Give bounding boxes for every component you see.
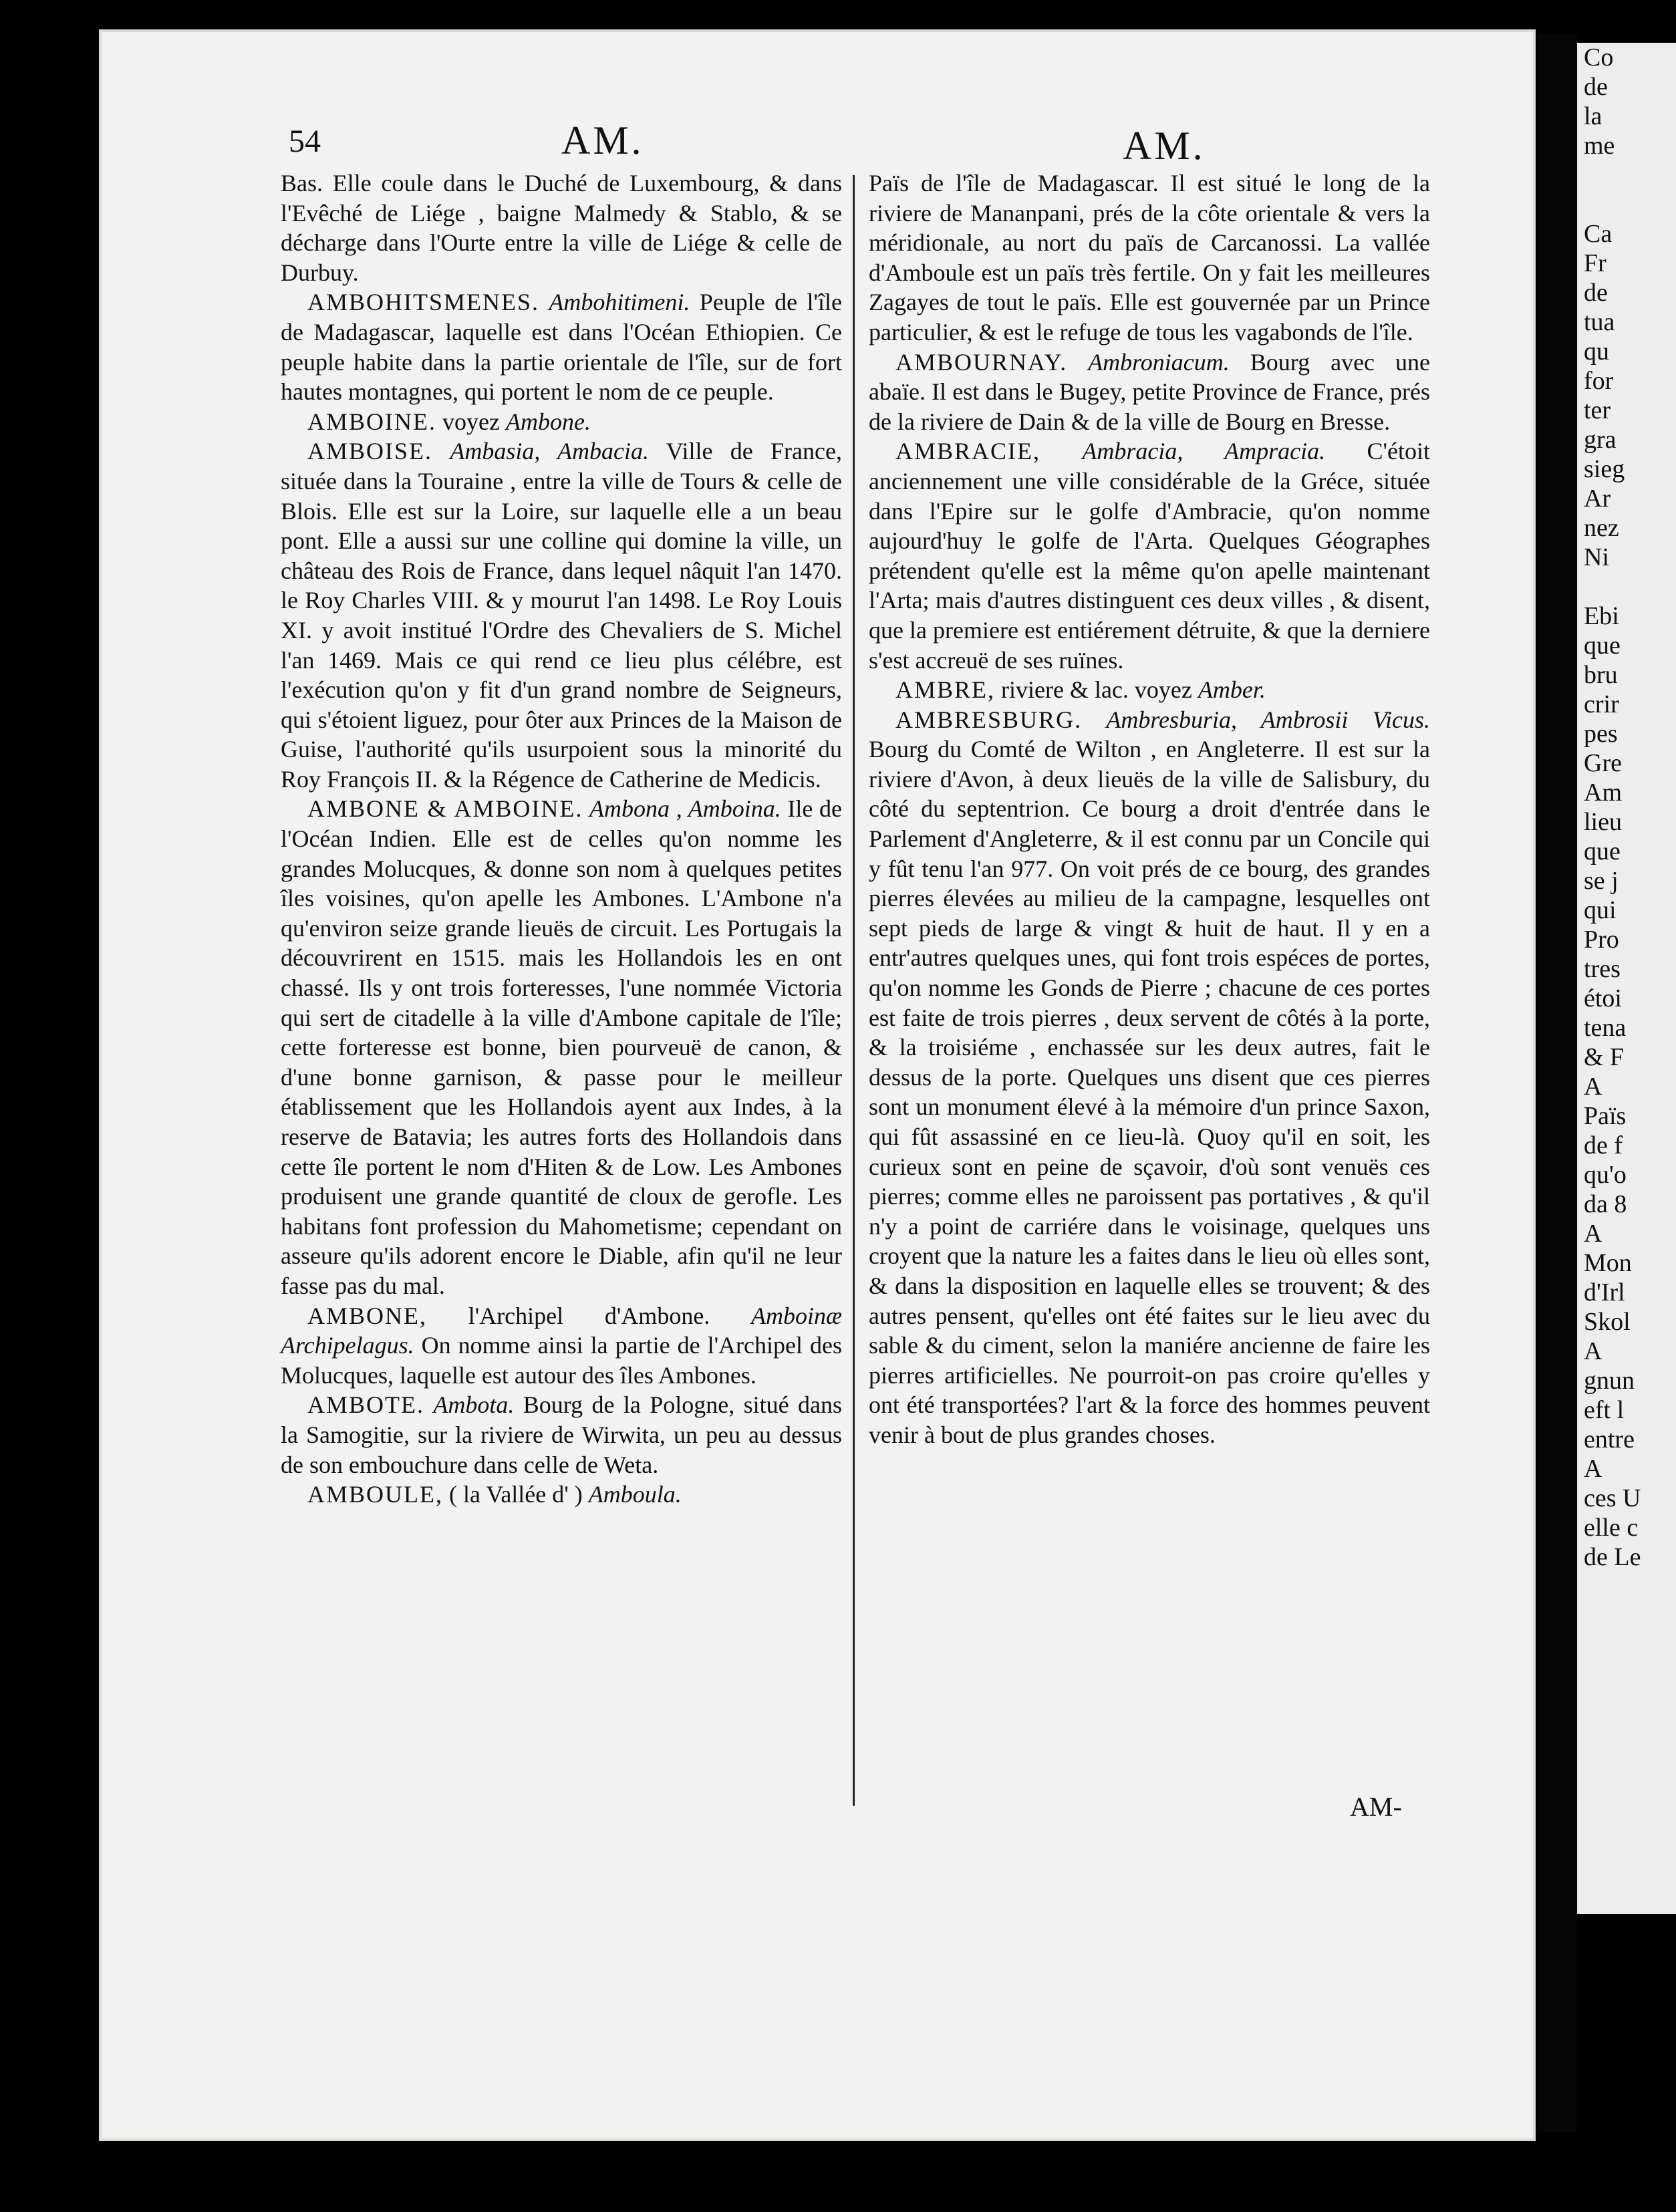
- adjacent-page-line: Païs: [1584, 1102, 1627, 1130]
- entry-latin-name: Amber.: [1198, 676, 1266, 704]
- adjacent-page-line: de Le: [1584, 1543, 1641, 1571]
- adjacent-page-line: de: [1584, 279, 1608, 307]
- dictionary-entry: [869, 168, 1430, 348]
- adjacent-page-line: se j: [1584, 867, 1619, 895]
- entry-headword: AMBONE,: [307, 1302, 428, 1329]
- entry-text: Ville de France, située dans la Touraine , entre la ville de Tours & celle de Blois. Elle est sur la Loire, sur laquelle elle a un beau pont. Elle a aussi sur une colline qui domine la ville, un château des Rois de France, dans lequel nâquit l'an 1470. le Roy Charles VIII. & y mourut l'an 1498. Le Roy Louis XI. y avoit institué l'Ordre des Chevaliers de S. Michel l'an 1469. Mais ce qui rend ce lieu plus célébre, est l'exécution qu'on y fit d'un grand nombre de Seigneurs, qui s'étoient liguez, pour ôter aux Princes de la Maison de Guise, l'authorité qu'ils usurpoient sous la minorité du Roy François II. & la Régence de Catherine de Medicis.: [281, 438, 842, 793]
- entry-text: l'Archipel d'Ambone.: [468, 1302, 710, 1329]
- adjacent-page-line: Ebi: [1584, 602, 1619, 630]
- adjacent-page-line: Am: [1584, 779, 1622, 807]
- entry-text: Bourg de la Pologne, situé dans la Samogitie, sur la riviere de Wirwita, un peu au dessus de son embouchure dans celle de Weta.: [281, 1391, 843, 1478]
- adjacent-page-line: Gre: [1584, 749, 1622, 777]
- left-column: [281, 168, 842, 1510]
- entry-latin-name: Ambracia, Ampracia.: [1082, 438, 1326, 465]
- adjacent-page-line: tua: [1584, 308, 1615, 336]
- adjacent-page-line: for: [1584, 367, 1614, 395]
- dictionary-entry: [869, 675, 1430, 705]
- adjacent-page-line: entre: [1584, 1425, 1635, 1454]
- entry-headword: AMBOISE.: [307, 438, 433, 465]
- adjacent-page-line: eft l: [1584, 1396, 1625, 1424]
- entry-text: Bas. Elle coule dans le Duché de Luxembourg, & dans l'Evêché de Liége , baigne Malmedy & Stablo, & se décharge dans l'Ourte entre la ville de Liége & celle de Durbuy.: [281, 170, 842, 286]
- adjacent-page-line: sieg: [1584, 455, 1625, 483]
- entry-text: Peuple de l'île de Madagascar, laquelle est dans l'Océan Ethiopien. Ce peuple habite dans la partie orientale de l'île, sur de fort hautes montagnes, qui portent le nom de ce peuple.: [281, 289, 842, 406]
- entry-latin-name: Ambresburia, Ambrosii Vicus.: [1106, 706, 1430, 733]
- adjacent-page-line: Fr: [1584, 249, 1607, 277]
- adjacent-page-line: A: [1584, 1220, 1602, 1248]
- adjacent-page-line: & F: [1584, 1043, 1625, 1071]
- dictionary-entry: [281, 794, 842, 1300]
- entry-headword: AMBRE,: [895, 676, 996, 704]
- entry-text: On nomme ainsi la partie de l'Archipel des Molucques, laquelle est autour des îles Ambones.: [281, 1332, 843, 1389]
- dictionary-entry: [869, 348, 1430, 437]
- adjacent-page-line: A: [1584, 1455, 1602, 1483]
- entry-text: Bourg du Comté de Wilton , en Angleterre. Il est sur la riviere d'Avon, à deux lieuës de la ville de Salisbury, du côté du septentrion. Ce bourg a droit d'entrée dans le Parlement d'Angleterre, & il est connu par un Concile qui y fût tenu l'an 977. On voit prés de ce bourg, des grandes pierres élevées au milieu de la campagne, lesquelles ont sept pieds de large & vingt & huit de haut. Il y en a entr'autres quelques unes, qui font trois espéces de portes, qu'on nomme les Gonds de Pierre ; chacune de ces portes est faite de trois pierres , deux servent de côtés à la porte, & la troisiéme , enchassée sur les deux autres, fait le dessus de la porte. Quelques uns disent que ces pierres sont un monument élevé à la mémoire d'un prince Saxon, qui fût assassiné en ce lieu-là. Quoy qu'il en soit, les curieux sont en peine de sçavoir, d'où sont venuës ces pierres; comme elles ne paroissent pas portatives , & qu'il n'y a point de carriére dans le voisinage, quelques uns croyent que la nature les a faites dans le lieu où elles sont, & dans la disposition en laquelle elles se trouvent; & des autres pensent, qu'elles ont été faites sur le lieu avec du sable & du ciment, selon la maniére ancienne de faire les pierres artificielles. Ne pourroit-on pas croire qu'elles y ont été transportées? l'art & la force des hommes peuvent venir à bout de plus grandes choses.: [869, 736, 1430, 1448]
- dictionary-entry: [281, 287, 842, 406]
- dictionary-entry: [869, 436, 1430, 675]
- entry-text: C'étoit anciennement une ville considérable de la Gréce, située dans l'Epire sur le golfe d'Ambracie, qu'on nomme aujourd'huy le golfe de l'Arta. Quelques Géographes prétendent qu'elle est la même qu'on apelle maintenant l'Arta; mais d'autres distinguent ces deux villes , & disent, que la premiere est entiérement détruite, & que la derniere s'est accreuë de ses ruïnes.: [869, 438, 1430, 674]
- adjacent-page-line: la: [1584, 102, 1602, 130]
- adjacent-page-line: Ca: [1584, 220, 1613, 248]
- adjacent-page-line: A: [1584, 1073, 1602, 1101]
- adjacent-page-line: de f: [1584, 1131, 1623, 1159]
- dictionary-entry: [281, 407, 842, 437]
- adjacent-page-line: bru: [1584, 661, 1618, 689]
- entry-headword: AMBOHITSMENES.: [307, 289, 540, 316]
- adjacent-page-line: elle c: [1584, 1514, 1639, 1542]
- adjacent-page-line: A: [1584, 1337, 1602, 1365]
- running-head-right: AM.: [1123, 124, 1206, 168]
- entry-headword: AMBOURNAY.: [895, 348, 1068, 376]
- adjacent-page-line: ces U: [1584, 1484, 1641, 1512]
- dictionary-entry: [281, 1301, 842, 1391]
- adjacent-page-line: gnun: [1584, 1367, 1635, 1395]
- entry-latin-name: Amboinæ Archipelagus.: [281, 1302, 842, 1359]
- adjacent-page-line: da 8: [1584, 1190, 1627, 1218]
- entry-headword: AMBONE & AMBOINE.: [307, 795, 583, 823]
- entry-text: ( la Vallée d' ): [449, 1481, 583, 1508]
- entry-latin-name: Ambota.: [433, 1391, 515, 1419]
- entry-latin-name: Ambasia, Ambacia.: [450, 438, 649, 465]
- adjacent-page-line: Ar: [1584, 485, 1611, 513]
- dictionary-entry: [281, 1390, 842, 1480]
- adjacent-page-line: tena: [1584, 1014, 1627, 1042]
- entry-latin-name: Ambohitimeni.: [549, 289, 690, 316]
- entry-latin-name: Ambroniacum.: [1088, 348, 1230, 376]
- adjacent-page-line: lieu: [1584, 808, 1622, 836]
- dictionary-entry: [281, 436, 842, 794]
- entry-headword: AMBOULE,: [307, 1481, 443, 1508]
- dictionary-entry: [869, 705, 1430, 1450]
- right-column: [869, 168, 1430, 1450]
- column-divider: [853, 175, 855, 1806]
- entry-text: Païs de l'île de Madagascar. Il est situé le long de la riviere de Mananpani, prés de la côte orientale & vers la méridionale, au nort du païs de Carcanossi. La vallée d'Amboule est un païs très fertile. On y fait les meilleures Zagayes de tout le païs. Elle est gouvernée par un Prince particulier, & est le refuge de tous les vagabonds de l'île.: [869, 170, 1430, 345]
- adjacent-page-line: Ni: [1584, 543, 1609, 571]
- adjacent-page-line: me: [1584, 132, 1615, 160]
- adjacent-page-line: [1577, 572, 1676, 601]
- adjacent-page-line: Skol: [1584, 1308, 1631, 1336]
- entry-latin-name: Ambone.: [505, 408, 591, 435]
- adjacent-page-line: tres: [1584, 955, 1621, 983]
- dictionary-entry: [281, 1480, 842, 1510]
- entry-headword: AMBRACIE,: [895, 438, 1041, 465]
- adjacent-page-line: Mon: [1584, 1249, 1632, 1277]
- adjacent-page-line: qu: [1584, 337, 1609, 366]
- entry-text: Ile de l'Océan Indien. Elle est de celles qu'on nomme les grandes Molucques, & donne son nom à quelques petites îles voisines, qu'on apelle les Ambones. L'Ambone n'a qu'environ seize grande lieuës de circuit. Les Portugais la découvrirent en 1515. mais les Hollandois les en ont chassé. Ils y ont trois forteresses, l'une nommée Victoria qui sert de citadelle à la ville d'Ambone capitale de l'île; cette forteresse est bonne, bien pourveuë de canon, & d'une bonne garnison, & passe pour le meilleur établissement que les Hollandois ayent aux Indes, à la reserve de Batavia; les autres forts des Hollandois dans cette île portent le nom d'Hiten & de Low. Les Ambones produisent une grande quantité de cloux de gerofle. Les habitans font profession du Mahometisme; cependant on asseure qu'ils adorent encore le Diable, afin qu'il ne leur fasse pas du mal.: [281, 795, 842, 1299]
- running-head-left: AM.: [561, 118, 644, 162]
- catchword: AM-: [1350, 1792, 1402, 1822]
- entry-text: Bourg avec une abaïe. Il est dans le Bugey, petite Province de France, prés de la riviere de Dain & de la ville de Bourg en Bresse.: [869, 348, 1431, 435]
- entry-latin-name: Ambona , Amboina.: [589, 795, 781, 823]
- adjacent-page-line: crir: [1584, 690, 1619, 718]
- adjacent-page-line: gra: [1584, 426, 1617, 454]
- adjacent-page-line: étoi: [1584, 984, 1622, 1012]
- adjacent-page-line: que: [1584, 632, 1621, 660]
- page-gutter-shadow: [1537, 33, 1577, 2132]
- entry-headword: AMBOINE.: [307, 408, 436, 435]
- adjacent-page-line: [1577, 190, 1676, 219]
- page-number: 54: [289, 124, 321, 159]
- adjacent-page-line: d'Irl: [1584, 1278, 1625, 1306]
- adjacent-page-line: Co: [1584, 43, 1614, 72]
- entry-latin-name: Amboula.: [588, 1481, 682, 1508]
- adjacent-page-line: qu'o: [1584, 1161, 1627, 1189]
- adjacent-page-line: nez: [1584, 514, 1619, 542]
- adjacent-page-line: pes: [1584, 720, 1618, 748]
- adjacent-page-line: que: [1584, 837, 1621, 865]
- dictionary-entry: [281, 168, 842, 287]
- entry-headword: AMBRESBURG.: [895, 706, 1083, 733]
- entry-text: voyez: [442, 408, 500, 435]
- adjacent-page-line: de: [1584, 73, 1608, 101]
- adjacent-page-line: qui: [1584, 896, 1617, 924]
- entry-text: riviere & lac. voyez: [1001, 676, 1192, 704]
- adjacent-page-fragment: [1577, 43, 1676, 1914]
- adjacent-page-line: ter: [1584, 396, 1611, 424]
- entry-headword: AMBOTE.: [307, 1391, 424, 1419]
- adjacent-page-line: [1577, 160, 1676, 190]
- adjacent-page-line: Pro: [1584, 926, 1619, 954]
